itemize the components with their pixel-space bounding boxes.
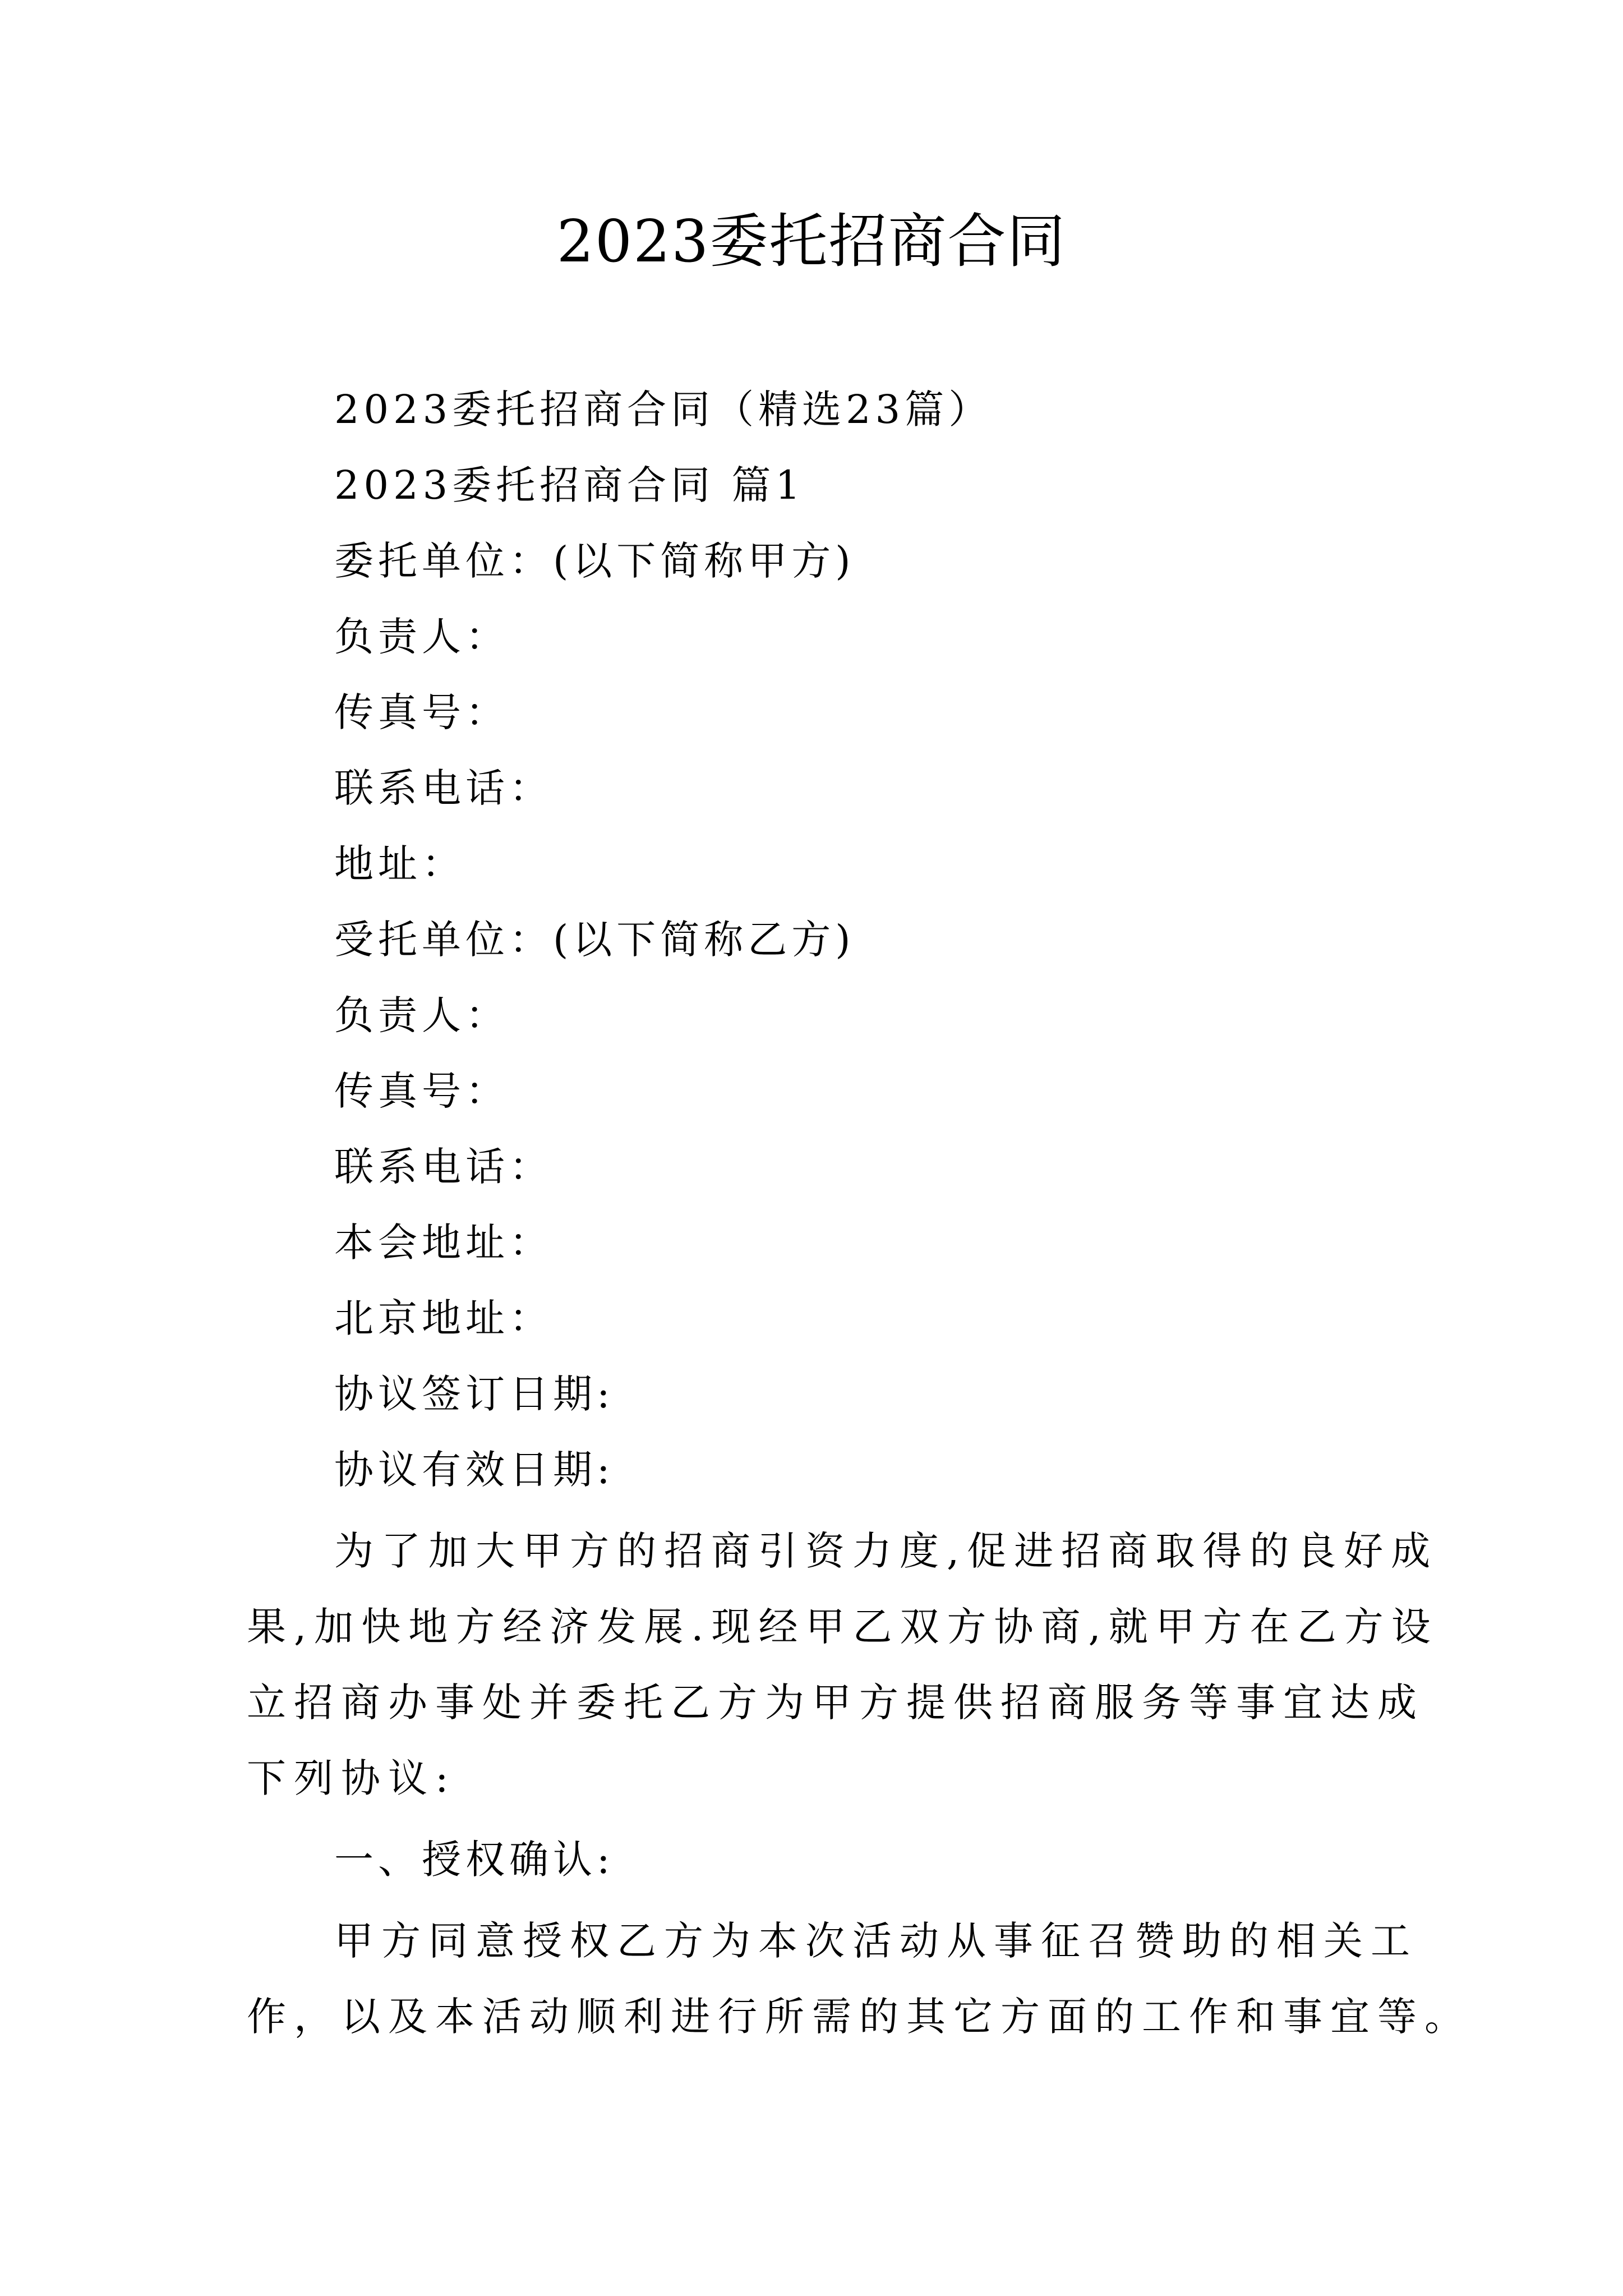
- party-b-fax: 传真号：: [334, 1068, 509, 1114]
- section-heading: 2023委托招商合同 篇1: [334, 462, 805, 508]
- clause-1-paragraph-line: 作，以及本活动顺利进行所需的其它方面的工作和事宜等。: [247, 1994, 1472, 2040]
- intro-paragraph-line: 为了加大甲方的招商引资力度,促进招商取得的良好成: [334, 1528, 1438, 1574]
- document-title: 2023委托招商合同: [556, 207, 1067, 275]
- party-a-fax: 传真号：: [334, 689, 509, 735]
- clause-1-heading: 一、授权确认:: [334, 1837, 615, 1883]
- party-a-address: 地址：: [334, 841, 465, 887]
- party-b-local-address: 本会地址：: [334, 1220, 553, 1266]
- intro-paragraph-line: 果,加快地方经济发展.现经甲乙双方协商,就甲方在乙方设: [247, 1604, 1438, 1650]
- intro-paragraph-line: 下列协议:: [247, 1755, 457, 1801]
- party-b-person: 负责人：: [334, 992, 509, 1038]
- party-a-person: 负责人：: [334, 614, 509, 660]
- intro-paragraph-line: 立招商办事处并委托乙方为甲方提供招商服务等事宜达成: [247, 1680, 1424, 1726]
- valid-date: 协议有效日期:: [334, 1447, 615, 1493]
- party-a-phone: 联系电话：: [334, 765, 553, 811]
- party-b-unit: 受托单位：(以下简称乙方): [334, 917, 855, 963]
- party-a-unit: 委托单位：(以下简称甲方): [334, 538, 855, 584]
- sign-date: 协议签订日期:: [334, 1371, 615, 1417]
- clause-1-paragraph-line: 甲方同意授权乙方为本次活动从事征召赞助的相关工: [334, 1918, 1418, 1964]
- party-b-beijing-address: 北京地址：: [334, 1295, 553, 1341]
- document-subtitle: 2023委托招商合同（精选23篇）: [334, 386, 993, 432]
- party-b-phone: 联系电话：: [334, 1144, 553, 1190]
